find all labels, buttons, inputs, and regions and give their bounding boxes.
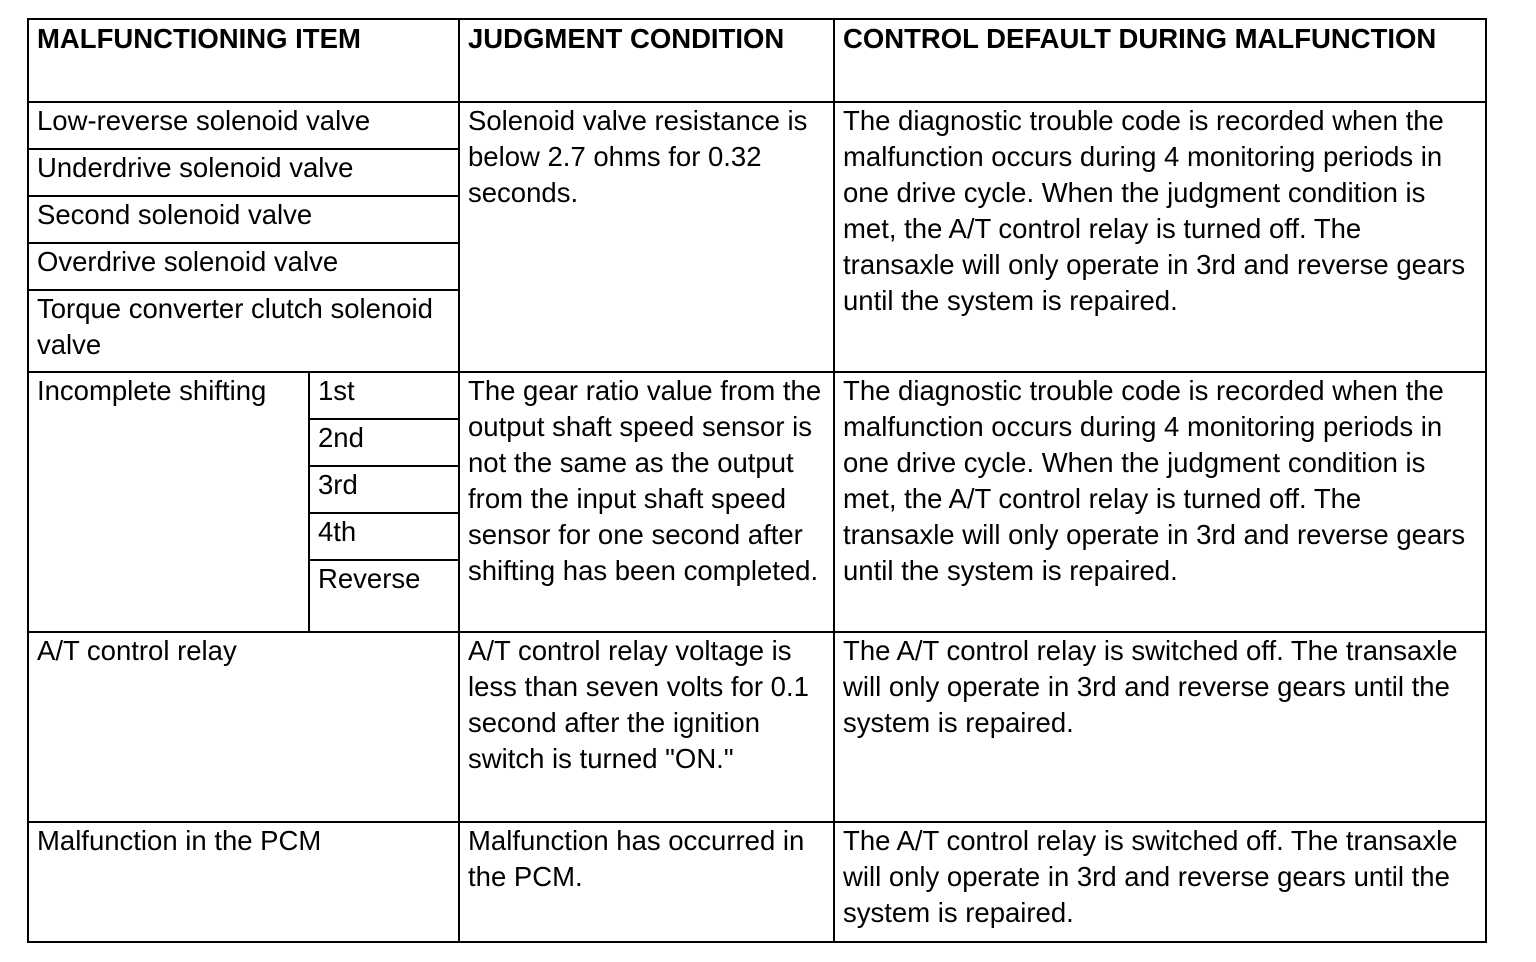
- gear-1st: 1st: [309, 372, 459, 419]
- control-at-control-relay: The A/T control relay is switched off. The transaxle will only operate in 3rd and reverse gears until the system is repaired.: [834, 632, 1486, 822]
- item-malfunction-pcm: Malfunction in the PCM: [28, 822, 459, 942]
- table-row: [28, 632, 1486, 822]
- item-overdrive-solenoid: Overdrive solenoid valve: [28, 243, 459, 290]
- item-incomplete-shifting: Incomplete shifting: [28, 372, 309, 632]
- header-control-default: CONTROL DEFAULT DURING MALFUNCTION: [834, 19, 1486, 102]
- malfunction-table: [27, 18, 1487, 943]
- item-torque-converter-solenoid: Torque converter clutch solenoid valve: [28, 290, 459, 372]
- item-second-solenoid: Second solenoid valve: [28, 196, 459, 243]
- header-malfunctioning-item: MALFUNCTIONING ITEM: [28, 19, 459, 102]
- table-row: [28, 102, 1486, 149]
- judgment-at-control-relay: A/T control relay voltage is less than seven volts for 0.1 second after the ignition switch is turned "ON.": [459, 632, 834, 822]
- gear-reverse: Reverse: [309, 560, 459, 632]
- table-row: [28, 822, 1486, 942]
- item-underdrive-solenoid: Underdrive solenoid valve: [28, 149, 459, 196]
- gear-4th: 4th: [309, 513, 459, 560]
- item-at-control-relay: A/T control relay: [28, 632, 459, 822]
- control-malfunction-pcm: The A/T control relay is switched off. The transaxle will only operate in 3rd and reverse gears until the system is repaired.: [834, 822, 1486, 942]
- judgment-shifting: The gear ratio value from the output shaft speed sensor is not the same as the output from the input shaft speed sensor for one second after shifting has been completed.: [459, 372, 834, 632]
- control-solenoid-group: The diagnostic trouble code is recorded when the malfunction occurs during 4 monitoring periods in one drive cycle. When the judgment condition is met, the A/T control relay is turned off. The transaxle will only operate in 3rd and reverse gears until the system is repaired.: [834, 102, 1486, 372]
- header-row: [28, 19, 1486, 102]
- gear-2nd: 2nd: [309, 419, 459, 466]
- judgment-malfunction-pcm: Malfunction has occurred in the PCM.: [459, 822, 834, 942]
- item-low-reverse-solenoid: Low-reverse solenoid valve: [28, 102, 459, 149]
- table-row: [28, 372, 1486, 419]
- header-judgment-condition: JUDGMENT CONDITION: [459, 19, 834, 102]
- gear-3rd: 3rd: [309, 466, 459, 513]
- judgment-solenoid-group: Solenoid valve resistance is below 2.7 ohms for 0.32 seconds.: [459, 102, 834, 372]
- control-shifting: The diagnostic trouble code is recorded when the malfunction occurs during 4 monitoring periods in one drive cycle. When the judgment condition is met, the A/T control relay is turned off. The transaxle will only operate in 3rd and reverse gears until the system is repaired.: [834, 372, 1486, 632]
